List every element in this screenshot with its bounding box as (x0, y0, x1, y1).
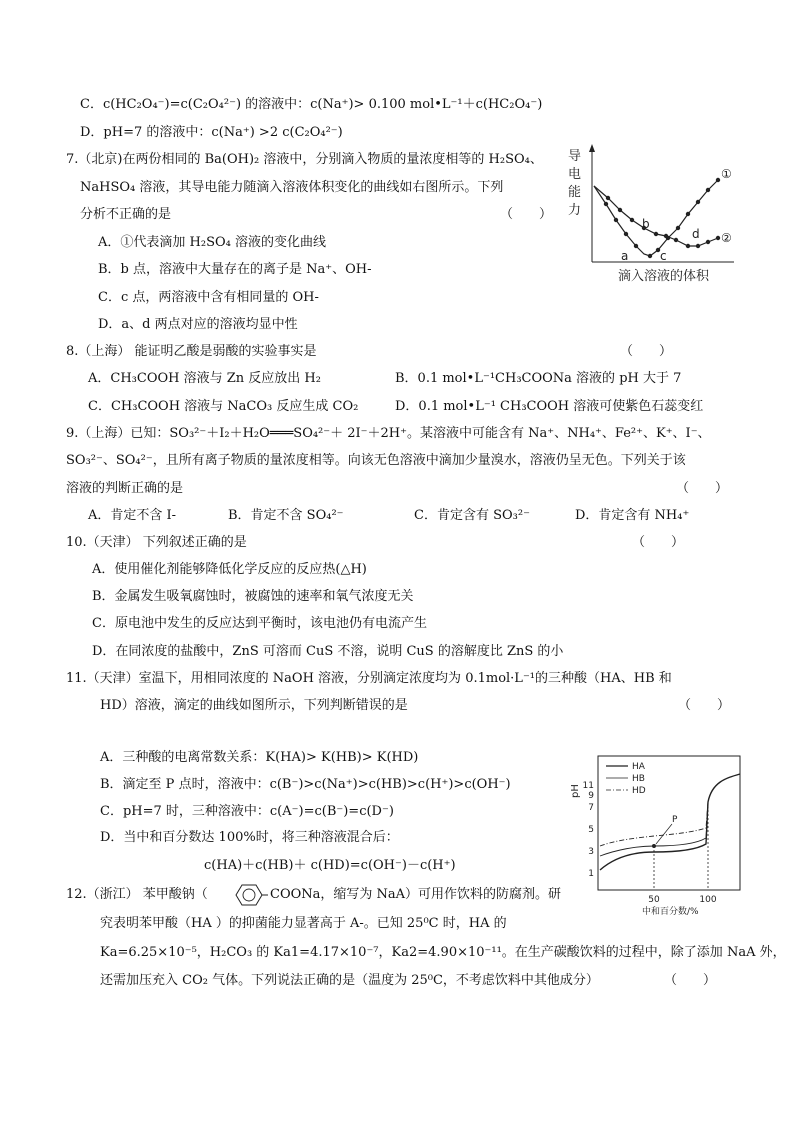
q12-stem-line3: Ka=6.25×10⁻⁵，H₂CO₃ 的 Ka1=4.17×10⁻⁷，Ka2=4.90×10⁻¹¹。在生产碳酸饮料的过程中，除了添加 NaA 外， (100, 945, 786, 960)
q7-ylabel-char: 电 (568, 167, 582, 182)
q11-stem-line2: HD）溶液，滴定的曲线如图所示，下列判断错误的是 (100, 698, 408, 713)
q7-ylabel-char: 力 (568, 203, 582, 218)
q11-legend-hd: HD (632, 786, 646, 796)
q8-option-d: D．0.1 mol•L⁻¹ CH₃COOH 溶液可使紫色石蕊变红 (395, 399, 704, 414)
q11-plot-frame (598, 756, 740, 890)
q11-option-a: A．三种酸的电离常数关系：K(HA)> K(HB)> K(HD) (100, 750, 419, 765)
q9-option-d: D．肯定含有 NH₄⁺ (575, 508, 690, 523)
q11-ytick: 3 (588, 847, 594, 857)
q11-legend (606, 762, 646, 796)
q7-ylabel-char: 导 (568, 149, 582, 164)
q7-point-c-label: c (660, 249, 667, 263)
q10-option-a: A．使用催化剂能够降低化学反应的反应热(△H) (92, 562, 367, 577)
q11-point-p-leader (656, 824, 672, 844)
q6-option-d: D．pH=7 的溶液中：c(Na⁺) >2 c(C₂O₄²⁻) (80, 125, 343, 140)
q11-ytick: 7 (588, 803, 594, 813)
q7-option-b: B．b 点，溶液中大量存在的离子是 Na⁺、OH- (98, 262, 372, 277)
q7-stem-line1: 7.（北京)在两份相同的 Ba(OH)₂ 溶液中，分别滴入物质的量浓度相等的 H₂SO₄、 (66, 152, 543, 167)
q7-point-d-label: d (692, 227, 700, 241)
q8-answer-paren: （ ） (620, 344, 673, 359)
q7-ylabel-char: 能 (568, 185, 582, 200)
q7-option-a: A．①代表滴加 H₂SO₄ 溶液的变化曲线 (98, 235, 326, 250)
q12-stem-line2: 究表明苯甲酸（HA ）的抑菌能力显著高于 A-。已知 25⁰C 时，HA 的 (100, 916, 507, 931)
q7-stem-line2: NaHSO₄ 溶液，其导电能力随滴入溶液体积变化的曲线如右图所示。下列 (80, 180, 504, 195)
q9-option-c: C．肯定含有 SO₃²⁻ (414, 508, 530, 523)
q6-option-c: C．c(HC₂O₄⁻)=c(C₂O₄²⁻) 的溶液中：c(Na⁺)> 0.100 mol•L⁻¹＋c(HC₂O₄⁻) (80, 97, 543, 112)
q7-ylabel (568, 149, 581, 218)
q7-conductivity-figure (564, 140, 740, 288)
q9-answer-paren: （ ） (676, 481, 729, 496)
q10-option-b: B．金属发生吸氧腐蚀时，被腐蚀的速率和氧气浓度无关 (92, 589, 414, 604)
q12-stem-line4: 还需加压充入 CO₂ 气体。下列说法正确的是（温度为 25⁰C，不考虑饮料中其他成分） (100, 973, 599, 988)
q11-option-d-equation: c(HA)＋c(HB)＋ c(HD)=c(OH⁻)－c(H⁺) (204, 858, 456, 873)
q7-curve-2-label: ② (721, 231, 732, 245)
q8-option-a: A．CH₃COOH 溶液与 Zn 反应放出 H₂ (88, 371, 321, 386)
q11-point-p-label: P (672, 815, 678, 825)
q11-curve-ha (600, 774, 740, 870)
q11-stem-line1: 11.（天津）室温下，用相同浓度的 NaOH 溶液，分别滴定浓度均为 0.1mol·L⁻¹的三种酸（HA、HB 和 (66, 671, 672, 686)
q11-option-d: D．当中和百分数达 100%时，将三种溶液混合后： (100, 830, 399, 845)
q11-legend-ha: HA (632, 762, 645, 772)
q11-titration-figure (566, 752, 746, 916)
q11-xticks (648, 895, 717, 905)
q8-option-b: B．0.1 mol•L⁻¹CH₃COONa 溶液的 pH 大于 7 (395, 371, 682, 386)
q11-option-b: B．滴定至 P 点时，溶液中：c(B⁻)>c(Na⁺)>c(HB)>c(H⁺)>c(OH⁻) (100, 777, 511, 792)
q11-curve-hd (600, 802, 708, 846)
q11-yticks (583, 781, 595, 879)
q7-curve-1-label: ① (721, 167, 732, 181)
q11-xtick: 100 (699, 895, 717, 905)
q7-option-d: D．a、d 两点对应的溶液均显中性 (98, 317, 298, 332)
q12-stem-line1-part2: COONa，缩写为 NaA）可用作饮料的防腐剂。研 (270, 887, 562, 902)
q10-stem: 10.（天津） 下列叙述正确的是 (66, 535, 247, 550)
q9-stem-line2: SO₃²⁻、SO₄²⁻，且所有离子物质的量浓度相等。向该无色溶液中滴加少量溴水，溶液仍呈无色。下列关于该 (66, 453, 686, 468)
q10-option-d: D．在同浓度的盐酸中，ZnS 可溶而 CuS 不溶，说明 CuS 的溶解度比 ZnS 的小 (92, 644, 564, 659)
q7-curve-1-dots (604, 178, 720, 258)
q11-xlabel: 中和百分数/% (642, 907, 699, 916)
q9-option-a: A．肯定不含 I- (88, 508, 177, 523)
q11-point-p (652, 844, 656, 848)
q11-xtick: 50 (648, 895, 660, 905)
q8-option-c: C．CH₃COOH 溶液与 NaCO₃ 反应生成 CO₂ (88, 399, 359, 414)
q10-answer-paren: （ ） (632, 535, 685, 550)
q11-ytick: 5 (588, 825, 594, 835)
q9-option-b: B．肯定不含 SO₄²⁻ (228, 508, 344, 523)
q10-option-c: C．原电池中发生的反应达到平衡时，该电池仍有电流产生 (92, 616, 427, 631)
q7-xlabel: 滴入溶液的体积 (618, 269, 710, 284)
q11-ylabel: pH (570, 784, 581, 798)
q12-answer-paren: （ ） (664, 973, 717, 988)
q7-y-axis-arrow (589, 144, 595, 152)
q11-answer-paren: （ ） (678, 698, 731, 713)
q11-ytick: 11 (582, 781, 594, 791)
q11-ytick: 9 (588, 791, 594, 801)
q11-option-c: C．pH=7 时，三种溶液中：c(A⁻)=c(B⁻)=c(D⁻) (100, 804, 394, 819)
q9-stem-line1: 9.（上海）已知：SO₃²⁻＋I₂＋H₂O═══SO₄²⁻＋ 2I⁻＋2H⁺。某溶液中可能含有 Na⁺、NH₄⁺、Fe²⁺、K⁺、I⁻、 (66, 426, 711, 441)
q12-stem-line1-part1: 12.（浙江） 苯甲酸钠（ (66, 887, 208, 902)
q11-ytick: 1 (588, 869, 594, 879)
q8-stem: 8.（上海） 能证明乙酸是弱酸的实验事实是 (66, 344, 317, 359)
q7-curve-2-dots (606, 196, 720, 248)
q7-stem-line3: 分析不正确的是 (80, 207, 172, 222)
q7-point-b-label: b (642, 217, 650, 231)
q11-legend-hb: HB (632, 774, 645, 784)
q7-answer-paren: （ ） (500, 207, 553, 222)
q7-point-a-label: a (621, 249, 629, 263)
benzene-ring-icon (228, 882, 268, 908)
q7-option-c: C．c 点，两溶液中含有相同量的 OH- (98, 290, 319, 305)
q9-stem-line3: 溶液的判断正确的是 (66, 481, 184, 496)
